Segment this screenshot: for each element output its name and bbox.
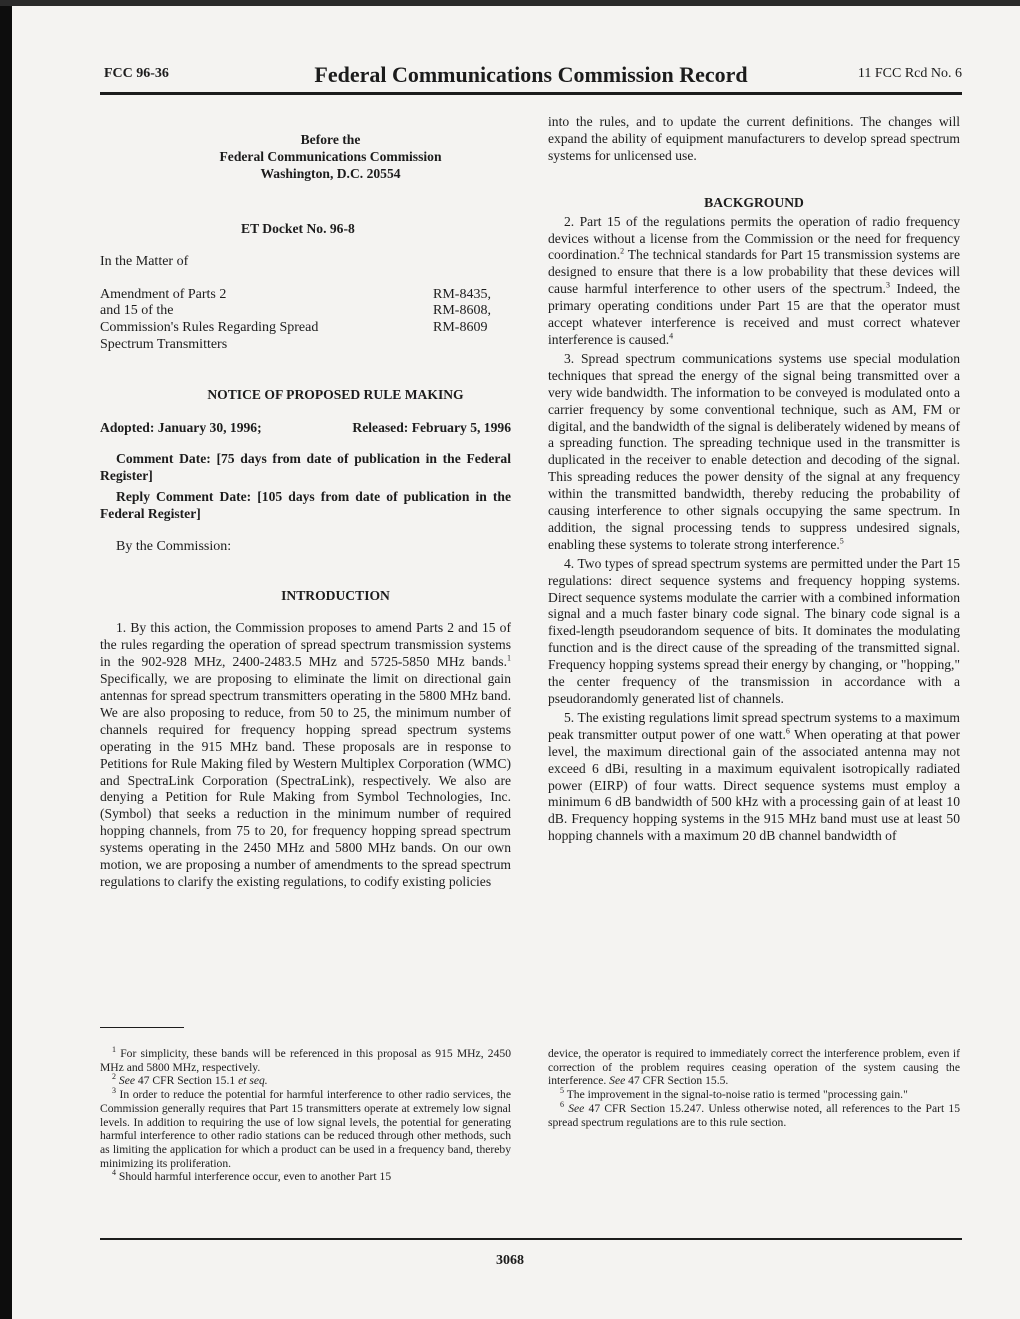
footnote-see: See <box>568 1101 585 1115</box>
rm-numbers <box>433 287 511 355</box>
footnote-text: device, the operator is required to immediately correct the interference problem, even if correction of the problem requires ceasing operation of the system causing the interference. <box>548 1047 960 1088</box>
amendment-title <box>100 287 318 355</box>
para1-text: 1. By this action, the Commission proposes to amend Parts 2 and 15 of the rules regarding the operation of spread spectrum transmission systems in the 902-928 MHz, 2400-2483.5 MHz and 5725-5850 MHz bands. <box>100 620 511 670</box>
scan-edge-bar <box>0 0 12 1319</box>
before-line: Washington, D.C. 20554 <box>260 165 401 181</box>
header-citation: 11 FCC Rcd No. 6 <box>857 66 962 81</box>
before-line: Before the <box>300 132 361 147</box>
footnote-text: 47 CFR Section 15.247. Unless otherwise noted, all references to the Part 15 spread spectrum regulations are to this rule section. <box>548 1101 960 1129</box>
rm-number: RM-8435, <box>433 286 491 302</box>
footnote-text: 47 CFR Section 15.1 <box>135 1074 239 1088</box>
footnote-number: 3 <box>112 1086 116 1096</box>
intro-continuation: into the rules, and to update the current definitions. The changes will expand the ability of equipment manufacturers to develop spread spectrum systems for unlicensed use. <box>548 114 960 163</box>
before-the-block <box>100 132 511 183</box>
footnotes-left <box>100 1047 511 1184</box>
header-rule <box>100 92 962 95</box>
footnote-see: See <box>118 1074 135 1088</box>
footnote-1 <box>100 1047 511 1074</box>
footnote-separator <box>100 1027 184 1028</box>
background-heading: BACKGROUND <box>704 194 804 210</box>
footnote-6 <box>548 1099 960 1129</box>
rm-number: RM-8609 <box>433 320 488 336</box>
footnote-number: 2 <box>112 1072 116 1082</box>
paragraph-1 <box>100 620 511 891</box>
footnote-4-continued <box>548 1047 960 1088</box>
paragraph-3 <box>548 351 960 554</box>
paragraph-4: 4. Two types of spread spectrum systems are permitted under the Part 15 regulations: direct sequence systems and frequency hopping systems. Direct sequence systems modulate the carrier with a combined information signal and a much faster binary code signal. The binary code signal is a fixed-length pseudorandom sequence of bits. It dominates the modulating function and is the direct cause of the spreading of the transmitted signal. Frequency hopping systems spread their energy by changing, or "hopping," the center frequency of the transmission in accordance with a pseudorandomly generated list of channels. <box>548 555 960 706</box>
by-the-commission: By the Commission: <box>116 538 232 554</box>
rm-number: RM-8608, <box>433 303 491 319</box>
footnote-number: 4 <box>112 1168 116 1178</box>
amendment-line: Commission's Rules Regarding Spread <box>100 320 319 336</box>
amendment-line: Spectrum Transmitters <box>100 337 228 353</box>
footnote-ref: 2 <box>620 246 625 256</box>
paragraph-2 <box>548 214 960 349</box>
amendment-line: Amendment of Parts 2 <box>100 286 227 302</box>
footnote-text: The improvement in the signal-to-noise ratio is termed "processing gain." <box>566 1088 908 1102</box>
released-date: Released: February 5, 1996 <box>352 420 511 436</box>
footnote-et-seq: et seq. <box>238 1074 268 1088</box>
footnote-number: 6 <box>560 1099 564 1109</box>
running-header <box>100 62 962 90</box>
footnote-3 <box>100 1088 511 1170</box>
footnote-see: See <box>609 1074 626 1088</box>
footnote-4 <box>100 1170 511 1184</box>
footnote-number: 5 <box>560 1086 564 1096</box>
para1-text-cont: Specifically, we are proposing to eliminate the limit on directional gain antennas for spread spectrum transmitters operating in the 5800 MHz band. We are also proposing to reduce, from 50 to 25, the minimum number of channels required for frequency hopping spread spectrum systems operating in the 915 MHz band. These proposals are in response to Petitions for Rule Making filed by Western Multiplex Corporation (WMC) and SpectraLink Corporation (SpectraLink), respectively. We also are denying a Petition for Rule Making from Symbol Technologies, Inc. (Symbol) that seeks a reduction in the minimum number of required hopping channels, from 75 to 20, for frequency hopping spread spectrum systems operating in the 2450 MHz and 5800 MHz bands. On our own motion, we are proposing a number of amendments to the spread spectrum regulations to clarify the existing regulations, to codify existing policies <box>100 671 511 889</box>
footnote-text: 47 CFR Section 15.5. <box>625 1074 729 1088</box>
footnote-number: 1 <box>112 1045 116 1055</box>
footnote-text: Should harmful interference occur, even to another Part 15 <box>118 1170 392 1184</box>
para2-text-end: Indeed, the primary operating conditions under Part 15 are that the operator must accept whatever interference is received and must correct whatever interference is caused. <box>548 281 960 347</box>
footnote-ref: 5 <box>839 536 844 546</box>
right-column <box>548 114 960 845</box>
notice-title: NOTICE OF PROPOSED RULE MAKING <box>207 387 464 403</box>
header-publication-title: Federal Communications Commission Record <box>314 62 748 87</box>
footnote-ref: 6 <box>785 726 790 736</box>
footer-rule <box>100 1238 962 1240</box>
para5-text: 5. The existing regulations limit spread spectrum systems to a maximum peak transmitter output power of one watt. <box>548 709 960 742</box>
scan-top-edge <box>0 0 1020 6</box>
footnote-ref: 4 <box>669 331 674 341</box>
para2-text: 2. Part 15 of the regulations permits the operation of radio frequency devices without a license from the Commission or the need for frequency coordination. <box>548 213 960 263</box>
footnote-5 <box>548 1088 960 1102</box>
before-line: Federal Communications Commission <box>219 148 442 164</box>
docket-number: ET Docket No. 96-8 <box>241 220 355 236</box>
matter-label: In the Matter of <box>100 253 189 269</box>
para3-text: 3. Spread spectrum communications systems use special modulation techniques that spread the energy of the signal being transmitted over a very wide bandwidth. The information to be conveyed is modulated onto a carrier frequency by some conventional technique, such as AM, FM or digital, and the bandwidth of the signal is deliberately widened by means of a spreading function. The spreading technique used in the transmitter is duplicated in the receiver to enable detection and decoding of the signal. This spreading reduces the power density of the signal at any frequency within the transmitted bandwidth, thereby reducing the probability of causing interference to other signals occupying the same spectrum. In addition, the signal processing tends to suppress undesired signals, enabling these systems to tolerate strong interference. <box>548 350 960 552</box>
comment-date: Comment Date: [75 days from date of publication in the Federal Register] <box>100 450 511 483</box>
para2-text-cont: The technical standards for Part 15 transmission systems are designed to ensure that there is a low probability that these devices will cause harmful interference to other users of the spectrum. <box>548 247 960 297</box>
header-docket-number: FCC 96-36 <box>104 66 169 81</box>
footnote-text: For simplicity, these bands will be referenced in this proposal as 915 MHz, 2450 MHz and 5800 MHz, respectively. <box>100 1047 511 1074</box>
reply-comment-date: Reply Comment Date: [105 days from date of publication in the Federal Register] <box>100 488 511 521</box>
footnote-text: In order to reduce the potential for harmful interference to other radio services, the Commission generally requires that Part 15 transmitters operate at extremely low signal levels. In addition to requiring the use of low signal levels, the potential for generating harmful interference to other radio stations can be reduced through other methods, such as limiting the application for which a product can be used in a frequency band, thereby minimizing its proliferation. <box>100 1088 511 1170</box>
para5-text-cont: When operating at that power level, the maximum directional gain of the associated antenna may not exceed 6 dBi, resulting in a maximum equivalent isotropically radiated power (EIRP) of four watts. Direct sequence systems must employ a minimum 6 dB bandwidth of 500 kHz with a processing gain of at least 10 dB. Frequency hopping systems in the 915 MHz band must use at least 50 hopping channels with a maximum 20 dB channel bandwidth of <box>548 726 960 844</box>
footnote-ref: 3 <box>885 280 890 290</box>
footnote-2 <box>100 1074 511 1088</box>
adopted-date: Adopted: January 30, 1996; <box>100 420 262 436</box>
amendment-line: and 15 of the <box>100 303 174 319</box>
footnotes-right <box>548 1047 960 1129</box>
introduction-heading: INTRODUCTION <box>281 587 390 603</box>
left-column <box>100 132 511 891</box>
paragraph-5 <box>548 710 960 845</box>
adoption-dates <box>100 420 511 437</box>
footnote-ref: 1 <box>507 653 511 663</box>
caption-block <box>100 287 511 355</box>
page-number: 3068 <box>496 1253 524 1268</box>
